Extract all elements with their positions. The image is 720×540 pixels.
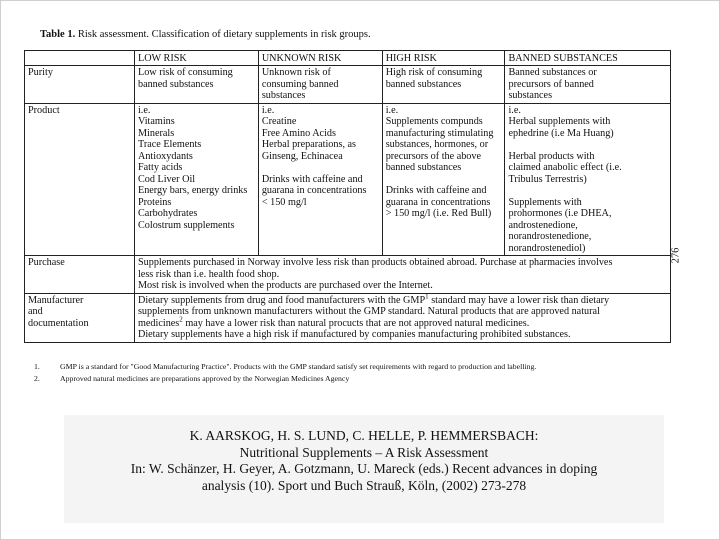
header-unknown-risk: UNKNOWN RISK	[258, 51, 382, 66]
row-label-purchase: Purchase	[25, 256, 135, 294]
text-fragment: medicines	[137, 317, 180, 329]
cell-line: Energy bars, energy drinks	[137, 185, 248, 196]
footnote-ref: 1	[425, 292, 429, 301]
footnote-ref: 2	[179, 315, 183, 324]
cell-line: and	[28, 306, 43, 317]
cell-line: precursors of the above	[385, 150, 482, 162]
cell-line: Banned substances or	[508, 67, 597, 78]
product-unknown	[258, 103, 382, 256]
cell-line: Drinks with caffeine and	[261, 173, 363, 185]
purchase-line: Most risk is involved when the products are purchased over the Internet.	[137, 280, 433, 291]
header-high-risk: HIGH RISK	[382, 51, 505, 66]
cell-line: Proteins	[137, 196, 172, 208]
cell-line: banned substances	[385, 78, 462, 90]
cell-line: guarana in concentrations	[261, 185, 367, 196]
cell-line: Carbohydrates	[137, 208, 198, 219]
footnote-text: GMP is a standard for "Good Manufacturing Practice". Products with the GMP standard satisfy set requirements with regard to production and labelling.	[60, 362, 537, 371]
cell-gap	[508, 185, 667, 197]
cell-line: Herbal products with	[508, 150, 595, 162]
footnote	[34, 361, 536, 373]
footnote	[34, 373, 536, 385]
cell-line: Trace Elements	[137, 139, 202, 150]
row-label-product: Product	[25, 103, 135, 256]
manufacturer-line: supplements from unknown manufacturers without the GMP standard. Natural products that are approved natural	[137, 306, 600, 317]
cell-line: i.e.	[508, 104, 521, 116]
cell-gap	[262, 162, 379, 174]
product-banned	[505, 103, 671, 256]
cell-line: Cod Liver Oil	[137, 173, 196, 185]
cell-line: Supplements with	[508, 196, 582, 208]
cell-gap	[508, 139, 667, 151]
purity-banned	[505, 66, 671, 104]
cell-line: i.e.	[261, 104, 275, 116]
row-product	[25, 103, 671, 256]
cell-line: Ginseng, Echinacea	[261, 150, 343, 162]
cell-line: claimed anabolic effect (i.e.	[508, 162, 622, 173]
footnote-number: 1.	[34, 362, 40, 371]
row-purchase	[25, 256, 671, 294]
citation-editors: In: W. Schänzer, H. Geyer, A. Gotzmann, U. Mareck (eds.) Recent advances in doping	[130, 461, 598, 476]
row-manufacturer	[25, 293, 671, 342]
cell-line: banned substances	[385, 162, 462, 173]
cell-line: substances	[261, 90, 306, 101]
purity-low	[134, 66, 258, 104]
cell-line: Free Amino Acids	[261, 127, 336, 139]
cell-line: prohormones (i.e DHEA,	[508, 208, 612, 219]
manufacturer-text	[134, 293, 670, 342]
cell-line: Drinks with caffeine and	[385, 185, 487, 196]
cell-gap	[386, 174, 502, 186]
manufacturer-line: Dietary supplements have a high risk if manufactured by companies manufacturing prohibited substances.	[137, 329, 571, 340]
product-high	[382, 103, 505, 256]
table-caption-text: Risk assessment. Classification of dietary supplements in risk groups.	[77, 29, 371, 40]
manufacturer-line	[137, 315, 667, 330]
cell-line: norandrostenedione,	[508, 231, 592, 242]
cell-line: Unknown risk of	[261, 67, 331, 78]
citation	[64, 428, 664, 494]
cell-line: norandrostenediol)	[508, 242, 586, 254]
cell-line: > 150 mg/l (i.e. Red Bull)	[385, 208, 492, 219]
footnotes	[34, 361, 536, 385]
risk-table	[24, 50, 671, 343]
citation-source: analysis (10). Sport und Buch Strauß, Köln, (2002) 273-278	[201, 477, 527, 493]
purity-high	[382, 66, 505, 104]
cell-line: documentation	[28, 317, 89, 329]
cell-line: Fatty acids	[137, 162, 183, 173]
footnote-number: 2.	[34, 374, 40, 383]
cell-line: guarana in concentrations	[385, 196, 491, 208]
cell-line: i.e.	[385, 104, 399, 116]
cell-line: Creatine	[261, 116, 297, 127]
cell-line: substances, hormones, or	[385, 139, 489, 150]
cell-line: Vitamins	[137, 116, 175, 127]
cell-line: Antioxydants	[137, 150, 193, 162]
cell-line: precursors of banned	[508, 78, 594, 90]
cell-line: Low risk of consuming	[137, 67, 233, 78]
header-low-risk: LOW RISK	[134, 51, 258, 66]
text-fragment: Dietary supplements from drug and food manufacturers with the GMP	[137, 294, 426, 306]
product-low	[134, 103, 258, 256]
page-number: 276	[670, 247, 682, 264]
cell-line: High risk of consuming	[385, 67, 483, 78]
citation-authors: K. AARSKOG, H. S. LUND, C. HELLE, P. HEMMERSBACH:	[189, 428, 539, 443]
cell-line: < 150 mg/l	[261, 196, 307, 208]
text-fragment: may have a lower risk than natural procucts that are not approved natural medicines.	[182, 317, 530, 329]
cell-line: Manufacturer	[28, 294, 84, 306]
row-purity	[25, 66, 671, 104]
cell-line: Supplements compunds	[385, 116, 483, 127]
cell-line: Herbal preparations, as	[261, 139, 357, 150]
table-header-row	[25, 51, 671, 66]
text-fragment: standard may have a lower risk than dietary	[428, 294, 610, 306]
cell-line: Colostrum supplements	[137, 219, 235, 231]
purchase-text	[134, 256, 670, 294]
cell-line: androstenedione,	[508, 219, 578, 231]
cell-line: Tribulus Terrestris)	[508, 173, 587, 185]
table-caption	[40, 29, 371, 40]
cell-line: substances	[508, 90, 553, 101]
cell-line: banned substances	[137, 78, 214, 90]
purchase-line: less risk than i.e. health food shop.	[137, 268, 280, 280]
row-label-manufacturer	[25, 293, 135, 342]
citation-title: Nutritional Supplements – A Risk Assessment	[239, 444, 489, 460]
purity-unknown	[258, 66, 382, 104]
cell-line: ephedrine (i.e Ma Huang)	[508, 127, 614, 139]
cell-line: consuming banned	[261, 78, 339, 90]
manufacturer-line	[137, 292, 667, 307]
header-banned-substances: BANNED SUBSTANCES	[505, 51, 671, 66]
footnote-text: Approved natural medicines are preparations approved by the Norwegian Medicines Agency	[60, 374, 350, 383]
purchase-line: Supplements purchased in Norway involve less risk than products obtained abroad. Purchase at pharmacies involves	[137, 257, 613, 268]
cell-line: i.e.	[137, 104, 151, 116]
cell-line: Minerals	[137, 127, 175, 139]
cell-line: Herbal supplements with	[508, 116, 611, 127]
table-caption-label: Table 1.	[40, 29, 76, 40]
row-label-purity: Purity	[25, 66, 135, 104]
cell-line: manufacturing stimulating	[385, 127, 494, 139]
header-empty	[25, 51, 135, 66]
